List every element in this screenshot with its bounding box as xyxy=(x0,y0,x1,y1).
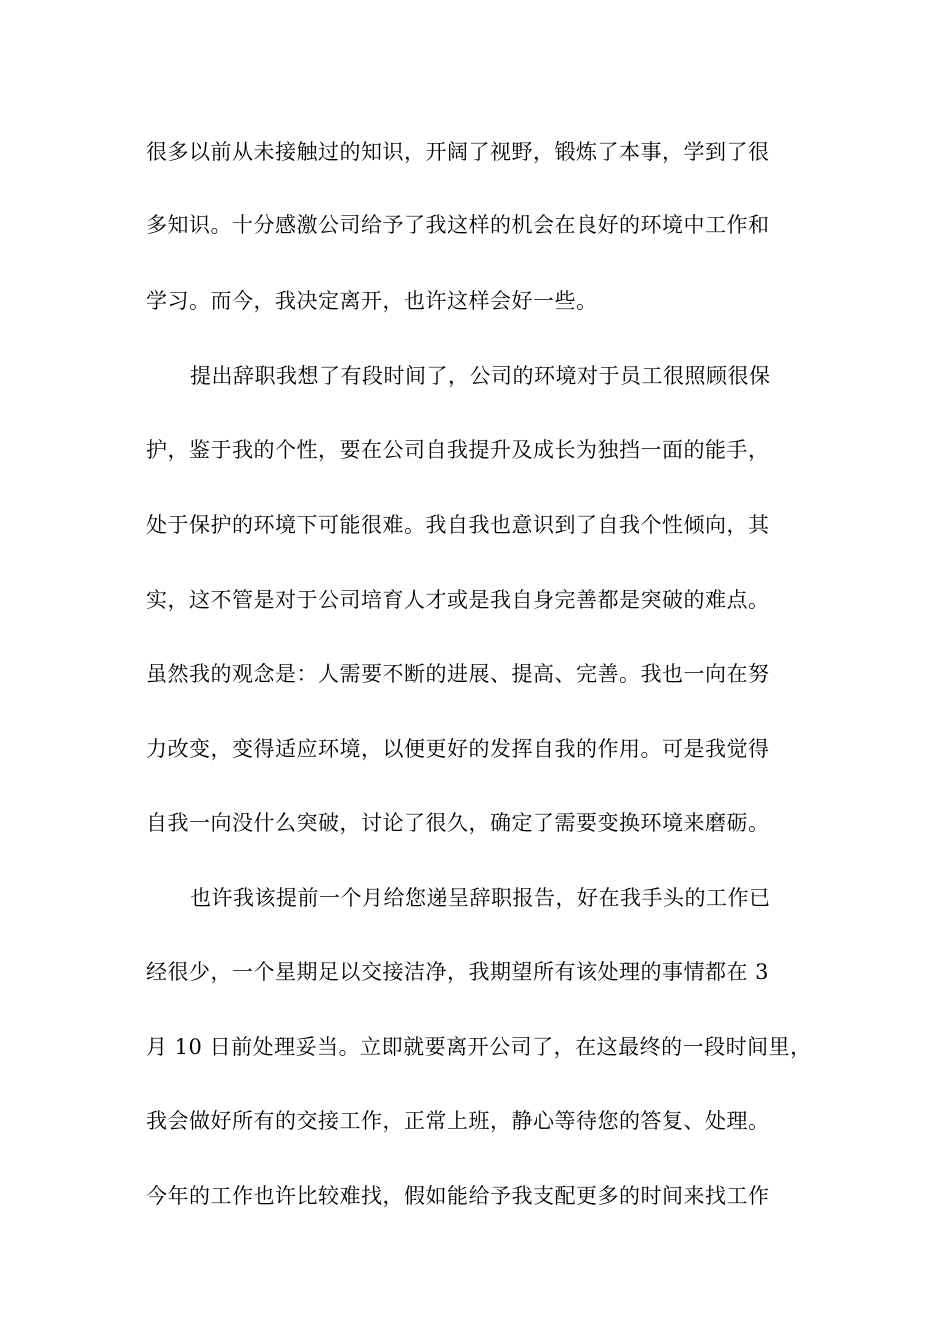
text-line: 护，鉴于我的个性，要在公司自我提升及成长为独挡一面的能手， xyxy=(146,438,770,462)
text-line: 力改变，变得适应环境，以便更好的发挥自我的作用。可是我觉得 xyxy=(146,737,770,761)
text-line: 学习。而今，我决定离开，也许这样会好一些。 xyxy=(146,289,598,313)
text-line: 实，这不管是对于公司培育人才或是我自身完善都是突破的难点。 xyxy=(146,588,770,612)
text-line: 多知识。十分感激公司给予了我这样的机会在良好的环境中工作和 xyxy=(146,213,770,237)
text-line: 经很少，一个星期足以交接洁净，我期望所有该处理的事情都在 3 xyxy=(146,960,770,984)
text-line: 今年的工作也许比较难找，假如能给予我支配更多的时间来找工作 xyxy=(146,1184,770,1208)
paragraph-first-line: 也许我该提前一个月给您递呈辞职报告，好在我手头的工作已 xyxy=(190,886,771,910)
text-line: 处于保护的环境下可能很难。我自我也意识到了自我个性倾向，其 xyxy=(146,513,770,537)
paragraph-first-line: 提出辞职我想了有段时间了，公司的环境对于员工很照顾很保 xyxy=(190,364,771,388)
text-line: 月 10 日前处理妥当。立即就要离开公司了，在这最终的一段时间里， xyxy=(146,1035,812,1059)
text-line: 虽然我的观念是：人需要不断的进展、提高、完善。我也一向在努 xyxy=(146,662,770,686)
text-line: 自我一向没什么突破，讨论了很久，确定了需要变换环境来磨砺。 xyxy=(146,811,770,835)
text-line: 我会做好所有的交接工作，正常上班，静心等待您的答复、处理。 xyxy=(146,1109,770,1133)
text-line: 很多以前从未接触过的知识，开阔了视野，锻炼了本事，学到了很 xyxy=(146,140,770,164)
